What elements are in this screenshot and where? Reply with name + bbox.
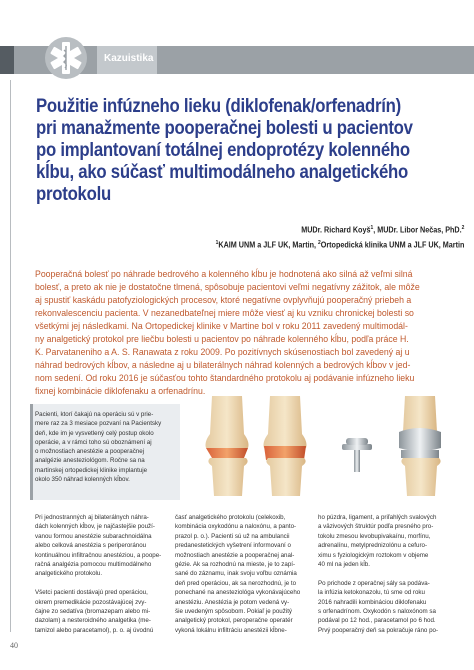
abstract-line: Pooperačná bolesť po náhrade bedrového a kolenného kĺbu je hodnotená ako silná až veľmi silná bbox=[35, 269, 413, 279]
col3-line: ximu s fyziologickým roztokom v objeme bbox=[318, 551, 429, 559]
col2-line: predanestetických vyšetrení informovaní o bbox=[175, 542, 291, 550]
col2-line: analgetický protokol, peroperačne operatér bbox=[175, 617, 293, 625]
col2-line: ponechané na anesteziológa vykonávajúceho bbox=[175, 589, 301, 597]
body-column-3 bbox=[318, 513, 460, 635]
col2-line: možnostiach anestézie a pooperačnej anal- bbox=[175, 551, 295, 559]
article-title bbox=[36, 95, 413, 205]
col1-line: kontinuálnou infiltračnou anestéziou, a poope- bbox=[35, 551, 162, 559]
abstract-line: rekonvalescenciu pacienta. V nezanedbateľnej miere môže viesť aj ku vzniku chronickej bolesti so bbox=[35, 308, 414, 318]
col1-line: dazolam) a nesteroidného analgetika (me- bbox=[35, 617, 151, 625]
col3-line: adrenalínu, metylprednizolónu a cefuro- bbox=[318, 542, 428, 550]
title-line: Použitie infúzneho lieku (diklofenak/orfenadrín) bbox=[36, 95, 401, 117]
abstract-line: všetkými jej následkami. Na Ortopedickej klinike v Martine bol v roku 2011 zavedený multimodál- bbox=[35, 321, 408, 331]
col1-line bbox=[35, 579, 175, 588]
left-margin-rule bbox=[10, 80, 11, 632]
col2-line: deň pred operáciou, ak sa nerozhodnú, je to bbox=[175, 579, 297, 587]
col1-line: račná analgézia pomocou multimodálneho bbox=[35, 561, 152, 569]
knee-implant-3 bbox=[399, 396, 441, 496]
col3-line: la infúzia ketokonazolu, tú sme od roku bbox=[318, 589, 425, 597]
body-column-2 bbox=[175, 513, 315, 635]
sidebar-line: deň, kde im je vysvetlený celý postup okolo bbox=[35, 429, 154, 437]
col1-line: alebo celková anestézia s periperoránou bbox=[35, 542, 147, 550]
abstract-line: K. Parvataneniho a A. S. Ranawata z roku 2009. Po pozitívnych skúsenostiach bol zavedený aj u bbox=[35, 347, 410, 357]
author-names: MUDr. Richard Koyš$^1$, MUDr. Libor Nečas, PhD.$^2$ bbox=[300, 225, 464, 235]
col1-line: tamizol alebo paracetamol), p. o. aj úvodnú bbox=[35, 626, 154, 634]
col2-line: šie uvedeným spôsobom. Pokiaľ je použitý bbox=[175, 608, 293, 616]
col2-line: prazol p. o.). Pacienti sú už na ambulancii bbox=[175, 532, 290, 540]
col3-line: s orfenadrínom. Oxykodón s naloxónom sa bbox=[318, 608, 436, 616]
sidebar-line: o možnostiach anestézie a pooperačnej bbox=[35, 448, 145, 456]
col1-line: vanou formou anestézie subarachnoidálna bbox=[35, 532, 152, 540]
tibial-component bbox=[342, 438, 372, 472]
col1-line: dách kolenných kĺbov, je najčastejšie použí- bbox=[35, 523, 155, 531]
col2-line: kombinácia oxykodónu a naloxónu, a panto- bbox=[175, 523, 297, 531]
col1-line: Všetci pacienti dostávajú pred operáciou, bbox=[35, 589, 148, 597]
col1-line: Pri jednostranných aj bilaterálnych náhra- bbox=[35, 514, 149, 521]
abstract-line: aj spustiť kaskádu patofyziologických procesov, ktoré negatívne ovplyvňujú pooperačný priebeh a bbox=[35, 295, 412, 305]
col3-line: 40 ml na jeden kĺb. bbox=[318, 561, 370, 569]
abstract-line: fixnej kombinácie diklofenaku a orfenadrínu. bbox=[35, 386, 206, 396]
col3-line: a väzivových štruktúr podľa presného pro- bbox=[318, 523, 434, 531]
col3-line: 2016 nahradili kombináciou diklofenaku bbox=[318, 598, 427, 606]
abstract-line: bolesť, a preto ak nie je dostatočne tlmená, spôsobuje pacientovi veľmi negatívny zážitok, ale môže bbox=[35, 282, 420, 292]
col3-line bbox=[318, 569, 460, 578]
col3-line: podával po 12 hod., paracetamol po 6 hod. bbox=[318, 617, 436, 625]
section-label: Kazuistika bbox=[104, 53, 154, 64]
sidebar-line: analgézie anesteziológom. Ročne sa na bbox=[35, 457, 145, 465]
title-line: protokolu bbox=[36, 183, 111, 205]
knee-bone-2 bbox=[264, 396, 307, 496]
sidebar-line: operácie, a v rámci toho sú oboznámení aj bbox=[35, 438, 152, 446]
medical-star-logo-icon bbox=[44, 36, 88, 80]
sidebar-line: Pacienti, ktorí čakajú na operáciu sú v prie- bbox=[35, 411, 154, 418]
title-line: po implantovaní totálnej endoprotézy kolenného bbox=[36, 139, 410, 161]
sidebar-line: martinskej ortopedickej klinike implantuje bbox=[35, 466, 148, 474]
sidebar-bar bbox=[30, 404, 33, 500]
col2-line: sané do záznamu, inak svoju voľbu oznámia bbox=[175, 570, 297, 578]
sidebar-line: mere raz za 3 mesiace pozvaní na Pacientsky bbox=[35, 420, 162, 428]
title-line: kĺbu, ako súčasť multimodálneho analgetického bbox=[36, 161, 408, 183]
col2-line: anestéziu. Anestézia je potom vedená vy- bbox=[175, 598, 290, 606]
col2-line: gézie. Ak sa rozhodnú na mieste, je to zapí- bbox=[175, 561, 296, 569]
sidebar-line: okolo 350 náhrad kolenných kĺbov. bbox=[35, 476, 130, 484]
abstract-line: nom sedení. Od roku 2016 je súčasťou tohto štandardného protokolu aj podávanie infúzneho lieku bbox=[35, 373, 415, 383]
col2-line: vykoná lokálnu infiltráciu anestézii kĺbne- bbox=[175, 626, 287, 634]
body-column-1 bbox=[35, 513, 175, 635]
abstract bbox=[35, 268, 463, 398]
col2-line: časť analgetického protokolu (celekoxib, bbox=[175, 514, 286, 521]
page-number: 40 bbox=[10, 641, 18, 650]
author-affiliations: $^1$KAIM UNM a JLF UK, Martin, $^2$Ortopedická klinika UNM a JLF UK, Martin bbox=[215, 239, 464, 250]
abstract-line: ny analgetický protokol pre liečbu bolesti u pacientov po náhrade kolenného kĺbu, podľa práce H. bbox=[35, 334, 409, 344]
col3-line: Po prichode z operačnej sály sa podáva- bbox=[318, 579, 430, 587]
col1-line: analgetického protokolu. bbox=[35, 570, 103, 578]
col3-line: tokolu zmesou levobupivakaínu, morfínu, bbox=[318, 532, 431, 540]
col1-line: okrem premedikácie pozostávajúcej zvy- bbox=[35, 598, 147, 606]
knee-bone-1 bbox=[206, 396, 249, 496]
abstract-line: náhrad bedrových kĺbov, a následne aj u bilaterálnych náhrad kolenných a bedrových kĺbov v jed- bbox=[35, 360, 411, 370]
col3-line: ho púzdra, ligament, a priľahlých svalových bbox=[318, 514, 437, 521]
authors-block bbox=[215, 222, 464, 251]
title-line: pri manažmente pooperačnej bolesti u pacientov bbox=[36, 117, 413, 139]
col1-line: čajne zo sedatíva (bromazepam alebo mi- bbox=[35, 608, 151, 616]
col3-line: Prvý pooperačný deň sa pokračuje ráno po- bbox=[318, 626, 439, 634]
knee-implant-illustration bbox=[192, 396, 464, 496]
sidebar-text bbox=[35, 410, 175, 484]
header-band-accent bbox=[0, 46, 14, 74]
